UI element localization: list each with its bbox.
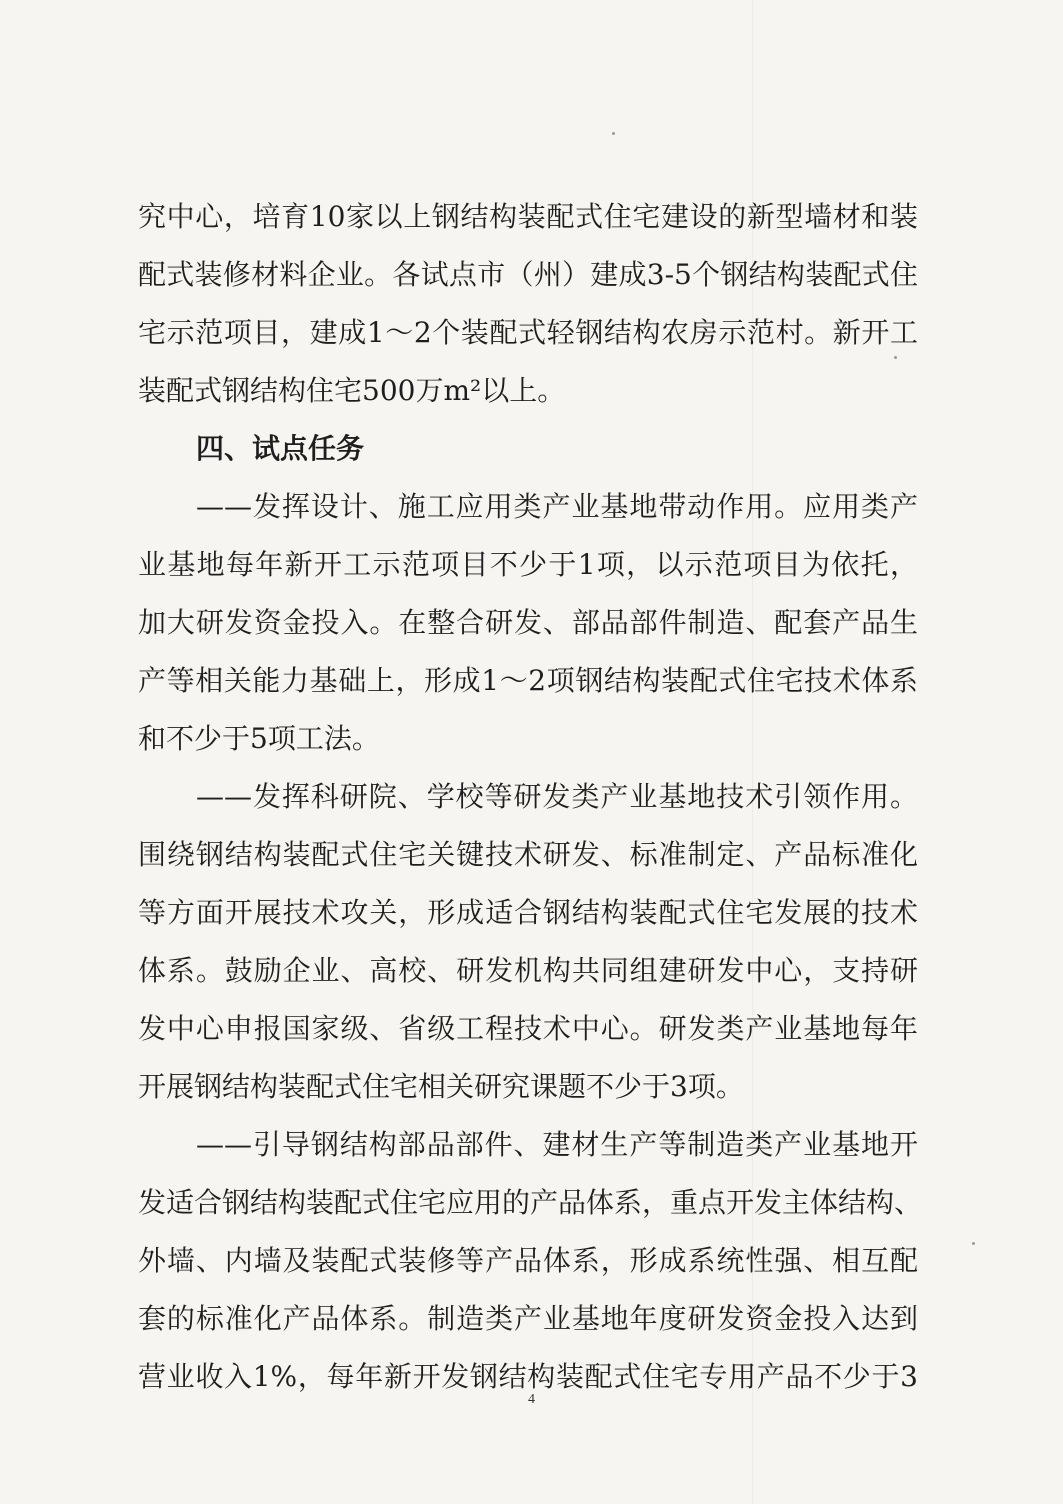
- document-body: [138, 188, 923, 1406]
- text-line: 围绕钢结构装配式住宅关键技术研发、标准制定、产品标准化: [138, 838, 918, 871]
- text-line: 究中心，培育10家以上钢结构装配式住宅建设的新型墙材和装: [138, 200, 918, 233]
- text-line: 套的标准化产品体系。制造类产业基地年度研发资金投入达到: [138, 1302, 918, 1335]
- text-line: ——引导钢结构部品部件、建材生产等制造类产业基地开: [196, 1128, 918, 1161]
- text-line: 发中心申报国家级、省级工程技术中心。研发类产业基地每年: [138, 1012, 918, 1045]
- text-line: 营业收入1%，每年新开发钢结构装配式住宅专用产品不少于3: [138, 1360, 918, 1393]
- text-line: 配式装修材料企业。各试点市（州）建成3-5个钢结构装配式住: [138, 258, 918, 291]
- text-line: 发适合钢结构装配式住宅应用的产品体系，重点开发主体结构、: [138, 1186, 923, 1219]
- section-heading: 四、试点任务: [196, 432, 365, 465]
- page-number: 4: [528, 1392, 535, 1407]
- text-line: 体系。鼓励企业、高校、研发机构共同组建研发中心，支持研: [138, 954, 918, 987]
- text-line: 和不少于5项工法。: [138, 722, 380, 755]
- text-line: 装配式钢结构住宅500万m²以上。: [138, 374, 566, 407]
- text-line: 开展钢结构装配式住宅相关研究课题不少于3项。: [138, 1070, 744, 1103]
- text-line: ——发挥科研院、学校等研发类产业基地技术引领作用。: [196, 780, 918, 813]
- text-line: 加大研发资金投入。在整合研发、部品部件制造、配套产品生: [138, 606, 918, 639]
- scan-speck: [612, 132, 615, 135]
- text-line: 宅示范项目，建成1～2个装配式轻钢结构农房示范村。新开工: [138, 316, 918, 349]
- text-line: 外墙、内墙及装配式装修等产品体系，形成系统性强、相互配: [138, 1244, 918, 1277]
- text-line: ——发挥设计、施工应用类产业基地带动作用。应用类产: [196, 490, 918, 523]
- text-line: 等方面开展技术攻关，形成适合钢结构装配式住宅发展的技术: [138, 896, 918, 929]
- scan-speck: [972, 1242, 975, 1245]
- text-line: 业基地每年新开工示范项目不少于1项，以示范项目为依托，: [138, 548, 918, 581]
- text-line: 产等相关能力基础上，形成1～2项钢结构装配式住宅技术体系: [138, 664, 918, 697]
